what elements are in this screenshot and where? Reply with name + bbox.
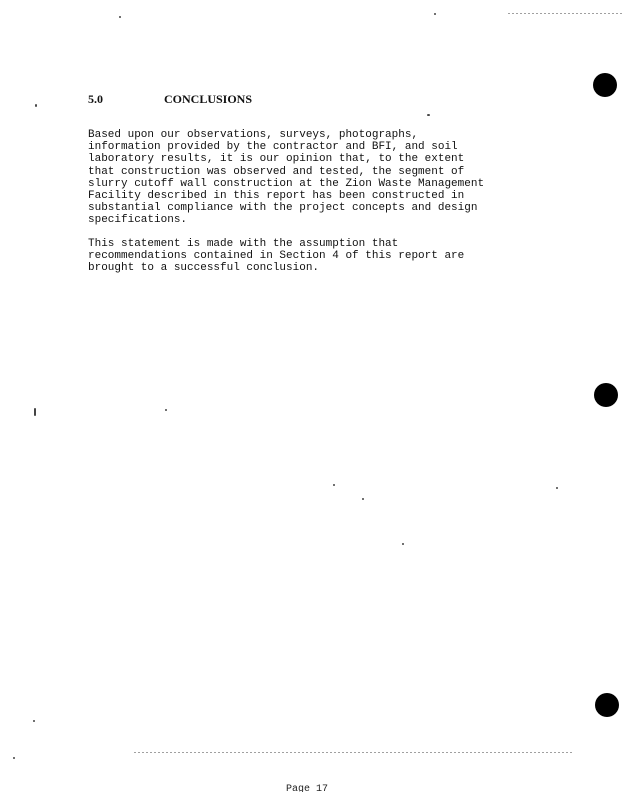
binder-punch-hole	[595, 693, 619, 717]
page-number: Page 17	[286, 784, 329, 792]
scan-artifact-bottom	[134, 752, 574, 753]
scan-speck	[333, 484, 335, 486]
scan-speck	[35, 104, 37, 107]
scan-artifact-top	[508, 13, 624, 14]
paragraph-line: laboratory results, it is our opinion that, to the extent	[88, 153, 465, 166]
paragraph-line: Facility described in this report has been constructed in	[88, 190, 465, 203]
scan-speck	[402, 543, 404, 545]
scan-speck	[119, 16, 121, 18]
section-heading	[88, 92, 252, 107]
paragraph-line: recommendations contained in Section 4 of this report are	[88, 250, 465, 263]
conclusion-paragraph-2	[88, 238, 558, 275]
binder-punch-hole	[594, 383, 618, 407]
paragraph-line: Based upon our observations, surveys, photographs,	[88, 129, 419, 141]
section-number: 5.0	[88, 92, 103, 106]
scan-speck	[13, 757, 15, 759]
scan-speck	[556, 487, 558, 489]
paragraph-line: information provided by the contractor and BFI, and soil	[88, 141, 458, 154]
paragraph-line: brought to a successful conclusion.	[88, 262, 320, 275]
section-title: CONCLUSIONS	[164, 92, 253, 106]
paragraph-line: substantial compliance with the project concepts and design	[88, 202, 478, 215]
scan-speck	[427, 114, 430, 116]
conclusion-paragraph-1	[88, 129, 558, 227]
paragraph-line: specifications.	[88, 214, 188, 227]
scan-speck	[434, 13, 436, 15]
paragraph-line: This statement is made with the assumption that	[88, 238, 399, 250]
scan-speck	[34, 408, 36, 416]
scan-speck	[362, 498, 364, 500]
scan-speck	[165, 409, 167, 411]
binder-punch-hole	[593, 73, 617, 97]
paragraph-line: that construction was observed and tested, the segment of	[88, 165, 465, 178]
paragraph-line: slurry cutoff wall construction at the Zion Waste Management	[88, 177, 485, 190]
scan-speck	[33, 720, 35, 722]
